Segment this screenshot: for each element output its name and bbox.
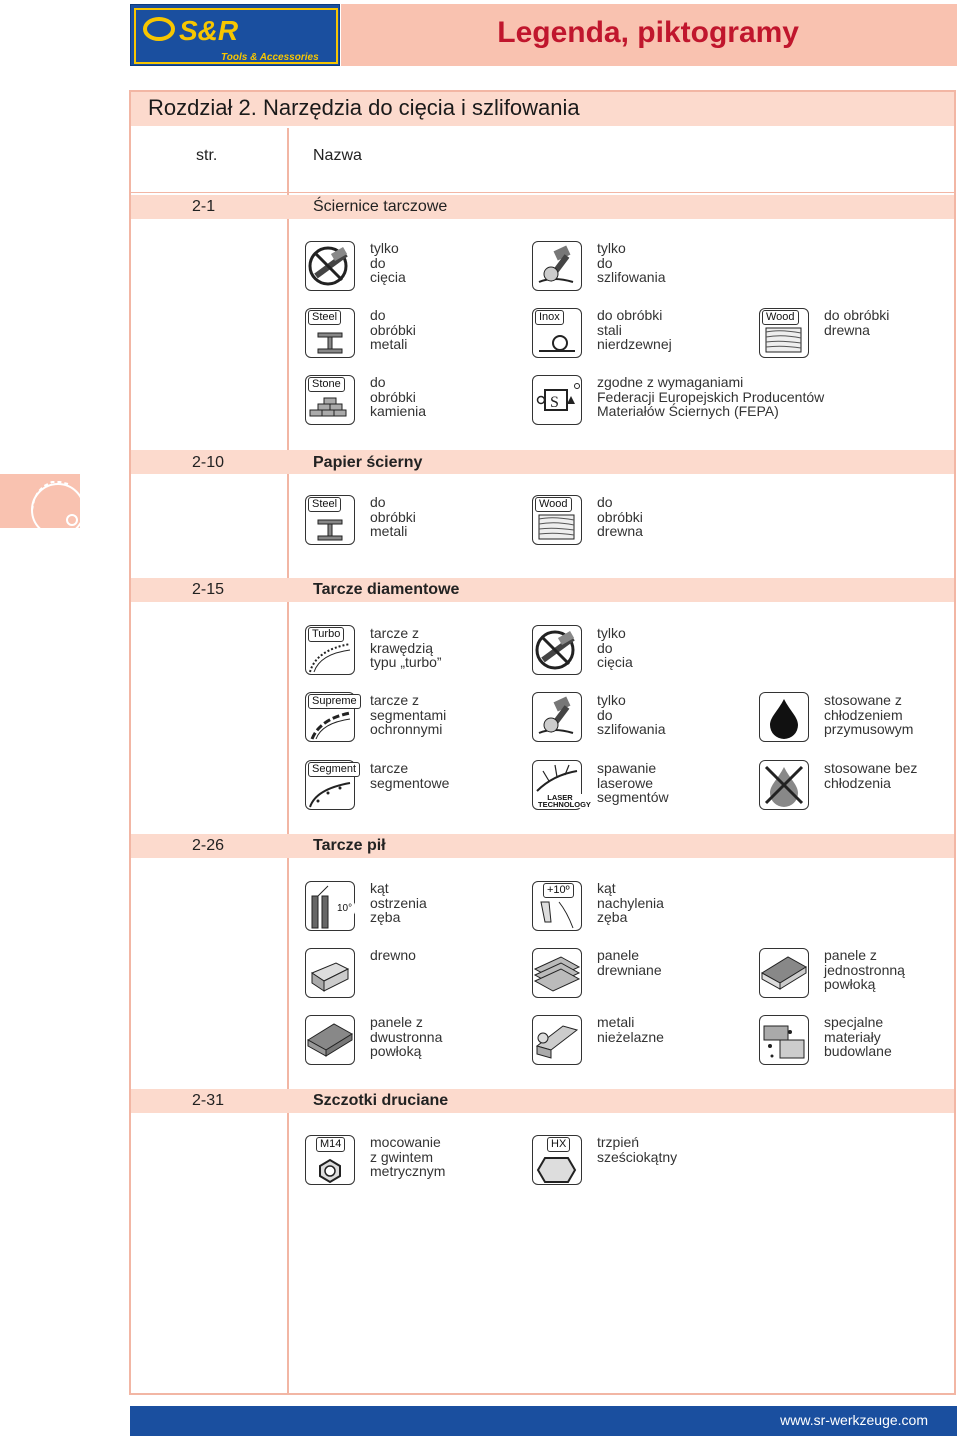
saw-blade-icon: [0, 474, 80, 528]
cutting-only-icon: [305, 241, 355, 291]
section-band: [131, 578, 954, 602]
steel-label: do obróbki metali: [370, 494, 416, 540]
wood-panels-icon: [532, 948, 582, 998]
section-band: [131, 1089, 954, 1113]
wood-panels-label: panele drewniane: [597, 947, 662, 978]
column-divider: [287, 128, 289, 1394]
tooth-tilt-icon: [532, 881, 582, 931]
section-title: Szczotki druciane: [313, 1092, 449, 1109]
brand-name: S&R: [179, 15, 239, 46]
wood-label: do obróbki drewna: [597, 494, 643, 540]
side-tab: [0, 474, 80, 528]
section-page-number: 2-26: [192, 837, 225, 854]
tooth-tilt-label: kąt nachylenia zęba: [597, 880, 664, 926]
tilt-badge: +10º: [543, 883, 574, 898]
non-ferrous-metals-icon: [532, 1015, 582, 1065]
turbo-badge: Turbo: [308, 627, 344, 642]
hex-shank-label: trzpień sześciokątny: [597, 1134, 678, 1165]
tooth-angle-icon: [305, 881, 355, 931]
brand-tagline: Tools & Accessories: [221, 52, 319, 63]
metric-thread-label: mocowanie z gwintem metrycznym: [370, 1134, 446, 1180]
stainless-steel-icon: [532, 308, 582, 358]
stone-icon: [305, 375, 355, 425]
steel-badge: Steel: [308, 497, 341, 512]
steel-icon: [305, 495, 355, 545]
no-water-icon: [759, 760, 809, 810]
building-materials-label: specjalne materiały budowlane: [824, 1014, 892, 1060]
supreme-label: tarcze z segmentami ochronnymi: [370, 692, 447, 738]
svg-text:S: S: [550, 394, 559, 411]
grinding-only-icon: [532, 241, 582, 291]
column-header-page: str.: [196, 147, 218, 164]
one-side-coated-panel-icon: [759, 948, 809, 998]
page-title: Legenda, piktogramy: [497, 16, 799, 49]
section-title: Papier ścierny: [313, 454, 423, 471]
column-header-name: Nazwa: [313, 147, 362, 164]
laser-technology-icon: [532, 760, 591, 810]
turbo-label: tarcze z krawędzią typu „turbo”: [370, 625, 442, 671]
section-page-number: 2-10: [192, 454, 225, 471]
cutting-only-label: tylko do cięcia: [597, 625, 633, 671]
section-page-number: 2-15: [192, 581, 225, 598]
section-band: [131, 195, 954, 219]
footer-url[interactable]: www.sr-werkzeuge.com: [780, 1412, 928, 1428]
fepa-oSa-icon: [532, 375, 582, 425]
one-side-coated-label: panele z jednostronną powłoką: [824, 947, 905, 993]
inox-badge: Inox: [535, 310, 564, 325]
building-materials-icon: [759, 1015, 809, 1065]
cutting-only-icon: [532, 625, 582, 675]
wood-icon: [532, 495, 582, 545]
hex-shank-icon: [532, 1135, 582, 1185]
two-side-coated-panel-icon: [305, 1015, 355, 1065]
supreme-badge: Supreme: [308, 694, 361, 709]
m14-badge: M14: [316, 1137, 345, 1152]
stone-label: do obróbki kamienia: [370, 374, 427, 420]
non-ferrous-metals-label: metali nieżelazne: [597, 1014, 664, 1045]
section-title: Ściernice tarczowe: [313, 198, 448, 215]
grinding-only-icon: [532, 692, 582, 742]
laser-label: spawanie laserowe segmentów: [597, 760, 669, 806]
steel-badge: Steel: [308, 310, 341, 325]
wood-icon: [759, 308, 809, 358]
segment-icon: [305, 760, 355, 810]
brand-logo: [130, 4, 340, 66]
wood-badge: Wood: [535, 497, 572, 512]
grinding-only-label: tylko do szlifowania: [597, 240, 666, 286]
chapter-title: Rozdział 2. Narzędzia do cięcia i szlifowania: [148, 95, 580, 120]
hx-badge: HX: [547, 1137, 570, 1152]
wood-label: do obróbki drewna: [824, 307, 890, 338]
section-band: [131, 450, 954, 474]
laser-badge: LASER TECHNOLOGY: [535, 794, 585, 808]
dry-cooling-label: stosowane bez chłodzenia: [824, 760, 918, 791]
two-side-coated-label: panele z dwustronna powłoką: [370, 1014, 443, 1060]
wood-beam-label: drewno: [370, 947, 416, 963]
header-band: [341, 4, 957, 66]
segment-badge: Segment: [308, 762, 360, 777]
metric-thread-icon: [305, 1135, 355, 1185]
fepa-label: zgodne z wymaganiami Federacji Europejskich Producentów Materiałów Ściernych (FEPA): [597, 374, 825, 420]
steel-label: do obróbki metali: [370, 307, 416, 353]
header-row-divider: [131, 192, 954, 193]
section-page-number: 2-1: [192, 198, 216, 215]
wet-cooling-label: stosowane z chłodzeniem przymusowym: [824, 692, 914, 738]
section-title: Tarcze pił: [313, 837, 386, 854]
supreme-segments-icon: [305, 692, 355, 742]
section-title: Tarcze diamentowe: [313, 581, 460, 598]
tooth-angle-label: kąt ostrzenia zęba: [370, 880, 427, 926]
section-band: [131, 834, 954, 858]
stainless-steel-label: do obróbki stali nierdzewnej: [597, 307, 672, 353]
grinding-only-label: tylko do szlifowania: [597, 692, 666, 738]
angle-badge: 10°: [334, 902, 355, 915]
turbo-rim-icon: [305, 625, 355, 675]
segment-label: tarcze segmentowe: [370, 760, 450, 791]
logo-mark: [131, 5, 341, 67]
wood-badge: Wood: [762, 310, 799, 325]
cutting-only-label: tylko do cięcia: [370, 240, 406, 286]
water-drop-icon: [759, 692, 809, 742]
wood-beam-icon: [305, 948, 355, 998]
steel-icon: [305, 308, 355, 358]
section-page-number: 2-31: [192, 1092, 225, 1109]
stone-badge: Stone: [308, 377, 345, 392]
